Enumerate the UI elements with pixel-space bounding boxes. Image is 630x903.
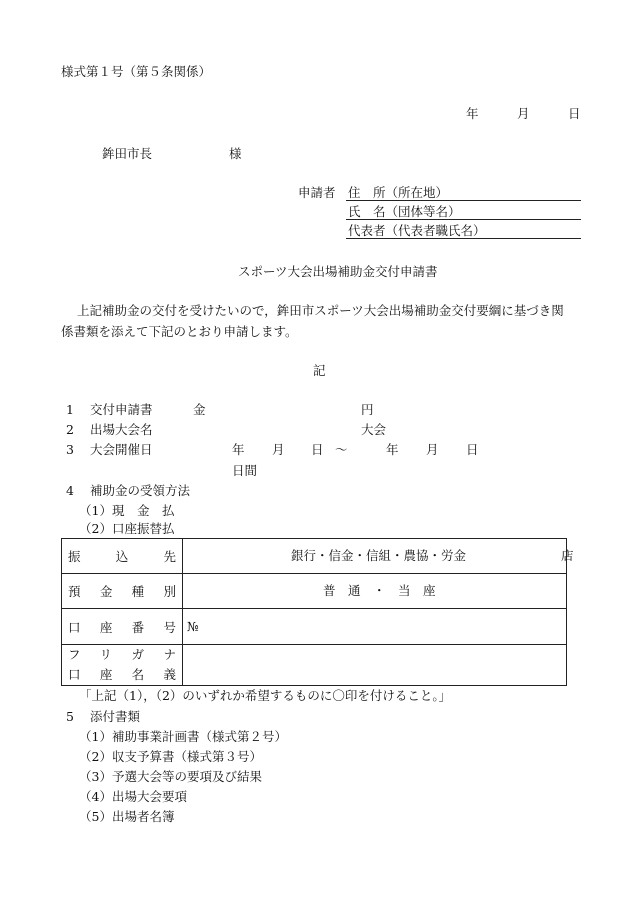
deposit-types: 普 通 ・ 当 座 bbox=[323, 583, 436, 598]
item2-num: 2 bbox=[66, 422, 74, 437]
item3-day: 日 bbox=[311, 442, 324, 457]
attachments-label: 添付書類 bbox=[90, 709, 141, 724]
item3-month: 月 bbox=[272, 442, 285, 457]
item4-num: 4 bbox=[66, 483, 74, 498]
item3-tilde: ～ bbox=[335, 442, 348, 457]
attachment-item: （1）補助事業計画書（様式第２号） bbox=[79, 729, 287, 744]
date-year: 年 bbox=[466, 106, 479, 121]
account-name-label: 口座名義 bbox=[68, 667, 176, 682]
transfer-destination-label: 振込先 bbox=[62, 539, 183, 574]
item1-kin: 金 bbox=[193, 402, 206, 417]
number-sign: № bbox=[187, 619, 199, 634]
branch-suffix: 店 bbox=[561, 548, 574, 563]
attachments-num: 5 bbox=[66, 709, 74, 724]
applicant-name-line bbox=[346, 219, 581, 220]
item2-label: 出場大会名 bbox=[90, 422, 153, 437]
applicant-address-field: 住 所（所在地） bbox=[348, 185, 449, 200]
form-number: 様式第１号（第５条関係） bbox=[61, 64, 212, 79]
item4-sub1: （1）現 金 払 bbox=[79, 503, 175, 518]
item4-sub2: （2）口座振替払 bbox=[79, 521, 175, 536]
item1-label: 交付申請書 bbox=[90, 402, 153, 417]
table-row bbox=[62, 539, 567, 574]
applicant-name-field: 氏 名（団体等名） bbox=[348, 204, 461, 219]
bank-types: 銀行・信金・信組・農協・労金 bbox=[291, 548, 467, 563]
applicant-representative-line bbox=[346, 238, 581, 239]
item2-unit: 大会 bbox=[361, 422, 387, 437]
item1-unit: 円 bbox=[361, 402, 374, 417]
deposit-type-label: 預金種別 bbox=[62, 574, 183, 609]
item3-label: 大会開催日 bbox=[90, 442, 153, 457]
attachment-item: （3）予選大会等の要項及び結果 bbox=[79, 769, 262, 784]
furigana-label: フリガナ bbox=[68, 647, 176, 662]
attachment-item: （5）出場者名簿 bbox=[79, 809, 175, 824]
transfer-destination-value bbox=[183, 539, 574, 574]
applicant-representative-field: 代表者（代表者職氏名） bbox=[348, 223, 486, 238]
attachment-item: （2）収支予算書（様式第３号） bbox=[79, 749, 262, 764]
account-holder-value bbox=[183, 645, 567, 686]
body-text-1: 上記補助金の交付を受けたいので，鉾田市スポーツ大会出場補助金交付要綱に基づき関 bbox=[77, 303, 564, 318]
deposit-type-value bbox=[183, 574, 567, 609]
selection-note: 「上記（1），（2）のいずれか希望するものに〇印を付けること。」 bbox=[79, 688, 452, 703]
attachment-item: （4）出場大会要項 bbox=[79, 789, 187, 804]
body-text-2: 係書類を添えて下記のとおり申請します。 bbox=[61, 324, 298, 339]
bank-account-table bbox=[61, 538, 574, 686]
table-row bbox=[62, 609, 567, 645]
account-number-value bbox=[183, 609, 567, 645]
item3-days: 日間 bbox=[232, 463, 258, 478]
item3-year2: 年 bbox=[386, 442, 399, 457]
item1-num: 1 bbox=[66, 402, 74, 417]
document-title: スポーツ大会出場補助金交付申請書 bbox=[238, 264, 438, 279]
table-row bbox=[62, 574, 567, 609]
item3-num: 3 bbox=[66, 442, 74, 457]
date-day: 日 bbox=[568, 106, 581, 121]
applicant-address-line bbox=[346, 200, 581, 201]
item3-year: 年 bbox=[232, 442, 245, 457]
addressee-honorific: 様 bbox=[229, 146, 242, 161]
applicant-label: 申請者 bbox=[298, 185, 336, 200]
account-number-label: 口座番号 bbox=[62, 609, 183, 645]
item3-month2: 月 bbox=[426, 442, 439, 457]
account-holder-label bbox=[62, 645, 183, 686]
item4-label: 補助金の受領方法 bbox=[90, 483, 191, 498]
date-month: 月 bbox=[517, 106, 530, 121]
ki-heading: 記 bbox=[313, 363, 326, 378]
addressee-name: 鉾田市長 bbox=[102, 146, 153, 161]
item3-day2: 日 bbox=[466, 442, 479, 457]
table-row bbox=[62, 645, 567, 686]
